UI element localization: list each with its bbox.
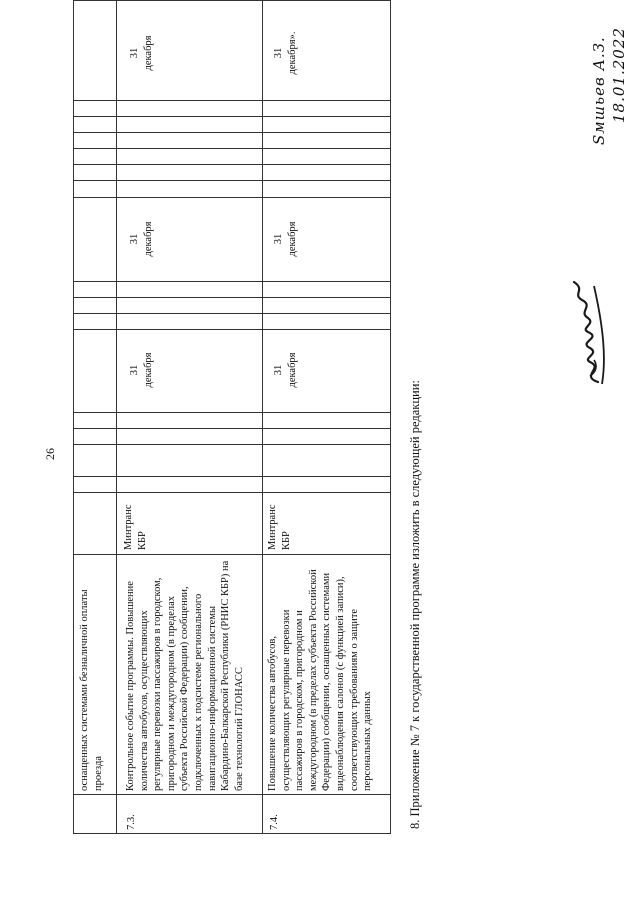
table-col-line bbox=[73, 833, 390, 834]
table-col-line bbox=[73, 492, 390, 493]
table-col-line bbox=[73, 313, 390, 314]
table-col-line bbox=[73, 281, 390, 282]
table-border-bottom bbox=[390, 0, 391, 834]
table-col-line bbox=[73, 197, 390, 198]
table-cell-date: 31 декабря bbox=[129, 352, 154, 388]
handwritten-name: Ѕмшьев А.З. bbox=[590, 36, 608, 145]
table-cell-date: 31 декабря bbox=[273, 221, 298, 257]
table-col-line bbox=[73, 116, 390, 117]
table-cell-description: Повышение количества автобусов, осуществляющих регулярные перевозки пассажиров в городском, пригородном и междугородном (в пределах субъекта Российской Федерации) сообщении, оснащенных системами видеонаблюдения салонов (с функцией записи), соответствующих требованиям о защите персональных данных bbox=[267, 569, 374, 791]
table-cell-executor: Минтранс КБР bbox=[123, 504, 148, 550]
table-col-line bbox=[73, 444, 390, 445]
table-col-line bbox=[73, 329, 390, 330]
table-col-line bbox=[73, 476, 390, 477]
table-col-line bbox=[73, 148, 390, 149]
table-col-line bbox=[73, 428, 390, 429]
table-col-line bbox=[73, 297, 390, 298]
table-col-line bbox=[73, 132, 390, 133]
table-col-line bbox=[73, 794, 390, 795]
table-col-line bbox=[73, 554, 390, 555]
table-row-divider bbox=[116, 0, 117, 834]
table-cell-number: 7.3. bbox=[126, 814, 137, 830]
amendment-text: 8. Приложение № 7 к государственной программе изложить в следующей редакции: bbox=[408, 380, 422, 829]
table-col-line bbox=[73, 412, 390, 413]
table-cell-date: 31 декабря bbox=[129, 35, 154, 71]
table-cell-description: оснащенных системами безналичной оплаты проезда bbox=[79, 589, 104, 791]
table-cell-date: 31 декабря bbox=[129, 221, 154, 257]
signature bbox=[560, 270, 620, 390]
page-number: 26 bbox=[43, 448, 57, 460]
table-col-line bbox=[73, 180, 390, 181]
table-col-line bbox=[73, 0, 390, 1]
table-row-divider bbox=[262, 0, 263, 834]
table-border-top bbox=[73, 0, 74, 834]
table-cell-executor: Минтранс КБР bbox=[267, 504, 292, 550]
table-col-line bbox=[73, 164, 390, 165]
table-cell-date: 31 декабря bbox=[273, 352, 298, 388]
table-cell-date: 31 декабря». bbox=[273, 31, 298, 75]
table-cell-number: 7.4. bbox=[269, 814, 280, 830]
handwritten-date: 18.01.2022 bbox=[610, 27, 628, 123]
table-col-line bbox=[73, 100, 390, 101]
table-cell-description: Контрольное событие программы. Повышение количества автобусов, осуществляющих регулярные перевозки пассажиров в городском, пригородном и междугородном (в пределах субъекта Российской Федерации) сообщении, подключенных к подсистеме регионального навигационно-информационной системы Кабардино-Балкарской Республики (РНИС КБР) на базе технологий ГЛОНАСС bbox=[125, 560, 245, 791]
